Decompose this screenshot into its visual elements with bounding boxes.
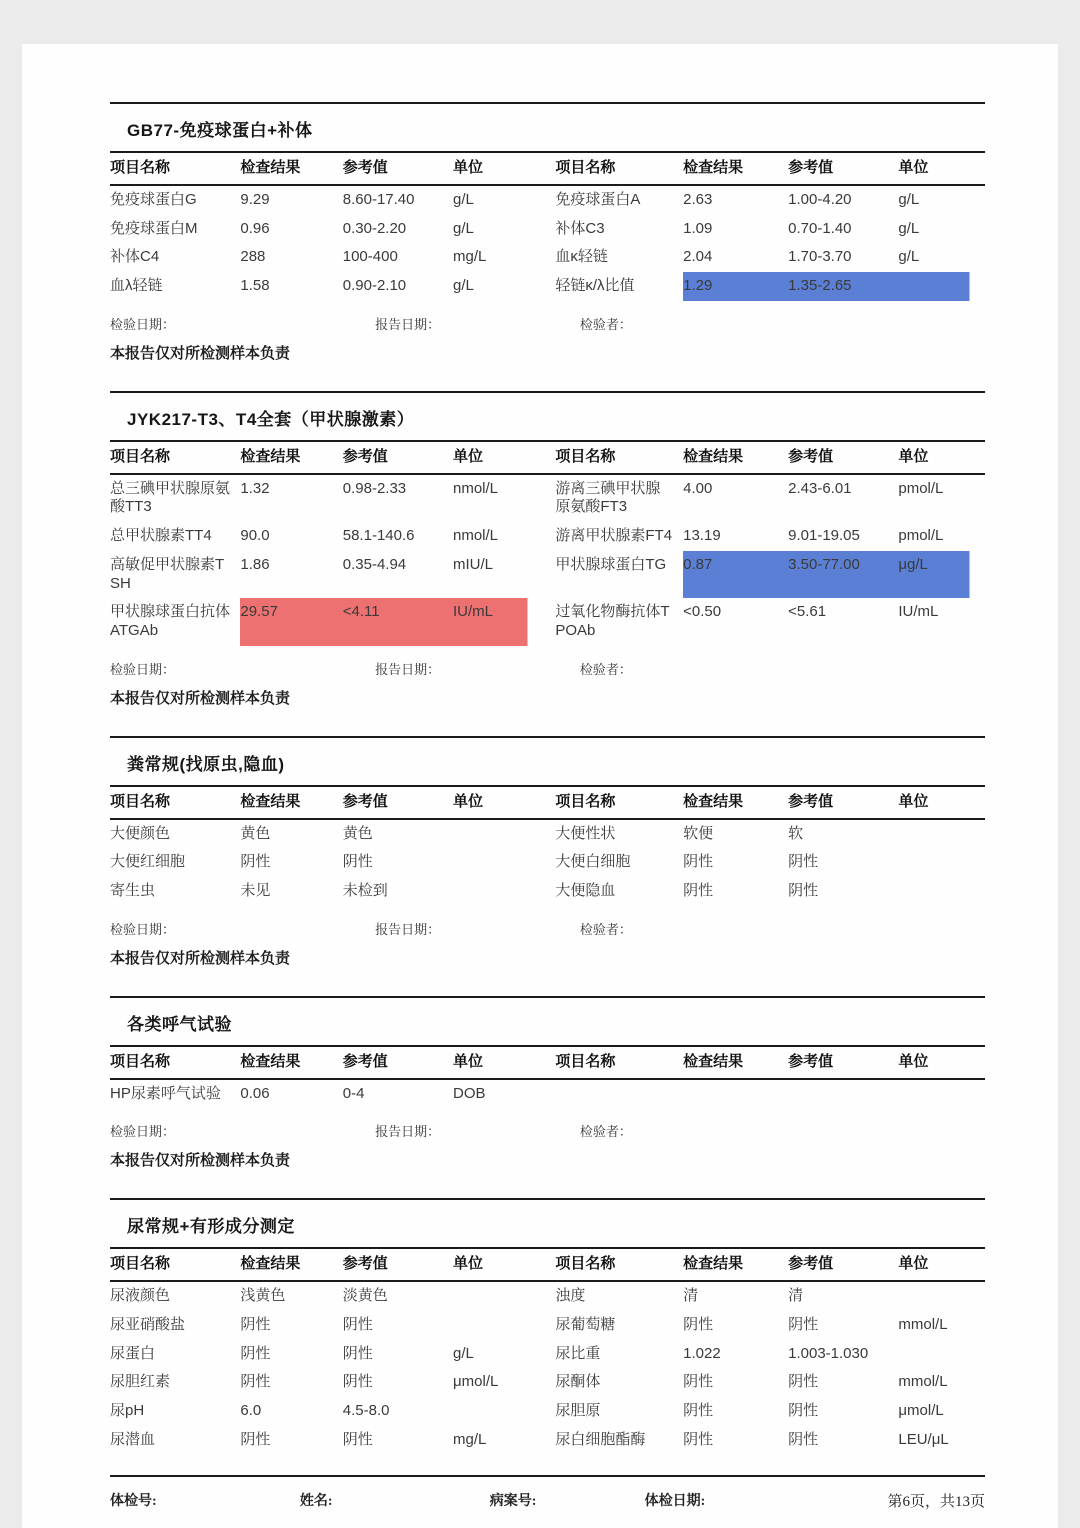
- name-label: 姓名:: [299, 1493, 333, 1509]
- sections-container: [110, 102, 985, 1455]
- cell-unit: IU/mL: [453, 598, 555, 646]
- column-header: 单位: [453, 1052, 484, 1070]
- cell-unit: [453, 848, 555, 877]
- cell-item-name: 浊度: [555, 1287, 586, 1304]
- section-footer: [110, 1108, 985, 1146]
- cell-result: 软便: [683, 824, 714, 842]
- cell-ref-range: 阴性: [342, 1344, 373, 1362]
- cell-result: 4.00: [683, 479, 713, 497]
- test-date-label: 检验日期：: [110, 316, 176, 332]
- column-header: 单位: [898, 159, 929, 176]
- table-row: [110, 475, 985, 523]
- cell-item-name: 补体C4: [110, 248, 160, 266]
- column-header: 参考值: [342, 159, 388, 176]
- cell-unit: mg/L: [453, 1430, 487, 1448]
- cell-ref-range: 8.60-17.40: [342, 190, 415, 208]
- cell-result: 阴性: [683, 1315, 714, 1333]
- column-header: 单位: [898, 1052, 929, 1070]
- column-header: 检查结果: [240, 159, 301, 176]
- section-title: 粪常规(找原虫,隐血): [110, 736, 985, 785]
- cell-ref-range: 0.30-2.20: [342, 219, 407, 237]
- cell-item-name: 免疫球蛋白A: [555, 190, 641, 208]
- cell-result: 阴性: [240, 1344, 271, 1362]
- column-header: 检查结果: [240, 1052, 301, 1070]
- cell-result: 288: [240, 248, 266, 266]
- cell-unit: g/L: [453, 277, 474, 294]
- cell-result: 0.87: [683, 551, 788, 599]
- cell-result: 阴性: [240, 853, 271, 871]
- cell-item-name: 尿胆红素: [110, 1373, 171, 1391]
- column-header: 检查结果: [683, 1255, 744, 1273]
- cell-item-name: 尿液颜色: [110, 1287, 171, 1304]
- column-header: 单位: [453, 447, 484, 465]
- table-header-row: [110, 1045, 985, 1080]
- cell-unit: μmol/L: [898, 1402, 944, 1419]
- cell-item-name: 大便白细胞: [555, 853, 631, 871]
- table-row: [110, 1426, 985, 1455]
- table-header-row: [110, 785, 985, 820]
- report-date-label: 报告日期：: [375, 921, 441, 937]
- cell-item-name: 补体C3: [555, 219, 605, 237]
- cell-ref-range: 阴性: [788, 1373, 819, 1391]
- table-row: [110, 215, 985, 244]
- section-disclaimer: 本报告仅对所检测样本负责: [110, 949, 291, 967]
- cell-item-name: 尿葡萄糖: [555, 1315, 616, 1333]
- lab-section: [110, 996, 985, 1179]
- cell-result: 未见: [240, 882, 271, 899]
- section-footer: [110, 906, 985, 944]
- cell-unit: nmol/L: [453, 527, 499, 544]
- lab-section: [110, 736, 985, 976]
- cell-item-name: 尿比重: [555, 1344, 601, 1362]
- cell-unit: IU/mL: [898, 603, 939, 621]
- cell-ref-range: 淡黄色: [342, 1287, 388, 1304]
- cell-result: 浅黄色: [240, 1287, 286, 1304]
- lab-section: [110, 391, 985, 716]
- report-page: [22, 44, 1058, 1528]
- cell-ref-range: 阴性: [342, 1430, 373, 1448]
- cell-unit: pmol/L: [898, 479, 944, 497]
- cell-ref-range: <4.11: [343, 598, 453, 646]
- cell-result: 阴性: [683, 853, 714, 871]
- column-header: 项目名称: [555, 159, 616, 176]
- cell-item-name: 游离甲状腺素FT4: [555, 527, 673, 544]
- cell-ref-range: 阴性: [788, 882, 819, 899]
- cell-unit: g/L: [898, 248, 920, 266]
- cell-ref-range: 0-4: [342, 1084, 365, 1102]
- table-body: [110, 1080, 985, 1109]
- table-header-row: [110, 440, 985, 475]
- cell-ref-range: 阴性: [788, 1315, 819, 1333]
- cell-result: 13.19: [683, 527, 721, 544]
- column-header: 参考值: [342, 792, 388, 810]
- cell-item-name: 免疫球蛋白M: [110, 219, 198, 237]
- cell-ref-range: 0.90-2.10: [342, 277, 407, 294]
- cell-ref-range: 阴性: [342, 1373, 373, 1391]
- test-date-label: 检验日期：: [110, 1124, 176, 1140]
- cell-result: 清: [683, 1287, 699, 1304]
- column-header: 项目名称: [555, 1052, 616, 1070]
- cell-item-name: 尿白细胞酯酶: [555, 1430, 646, 1448]
- column-header: 检查结果: [240, 792, 301, 810]
- table-row: [110, 848, 985, 877]
- cell-result: 6.0: [240, 1402, 262, 1419]
- section-disclaimer: 本报告仅对所检测样本负责: [110, 689, 291, 707]
- report-content: [22, 44, 1058, 1511]
- cell-item-name: 总甲状腺素TT4: [110, 527, 212, 544]
- cell-item-name: 大便性状: [555, 824, 616, 842]
- table-row: [110, 243, 985, 272]
- cell-unit: g/L: [898, 190, 920, 208]
- cell-ref-range: 阴性: [788, 1430, 819, 1448]
- cell-unit: [453, 1311, 555, 1340]
- cell-ref-range: 1.35-2.65: [788, 272, 898, 301]
- table-row: [110, 1282, 985, 1311]
- cell-unit: mmol/L: [898, 1373, 948, 1391]
- cell-unit: g/L: [453, 219, 474, 237]
- cell-unit: mmol/L: [898, 1315, 948, 1333]
- column-header: 单位: [898, 792, 929, 810]
- exam-date-label: 体检日期:: [644, 1493, 706, 1509]
- column-header: 参考值: [342, 447, 388, 465]
- column-header: 参考值: [342, 1255, 388, 1273]
- column-header: 参考值: [788, 792, 834, 810]
- cell-ref-range: 1.003-1.030: [788, 1344, 869, 1362]
- column-header: 参考值: [342, 1052, 388, 1070]
- cell-ref-range: 0.35-4.94: [342, 555, 407, 573]
- cell-result: 1.09: [683, 219, 713, 237]
- column-header: 参考值: [788, 447, 834, 465]
- examiner-label: 检验者：: [579, 921, 632, 937]
- column-header: 检查结果: [240, 447, 301, 465]
- cell-ref-range: 黄色: [342, 824, 373, 842]
- report-date-label: 报告日期：: [375, 661, 441, 677]
- cell-item-name: 尿酮体: [555, 1373, 601, 1391]
- column-header: 参考值: [788, 159, 834, 176]
- cell-result: 阴性: [683, 1402, 714, 1419]
- table-row: [110, 522, 985, 551]
- column-header: 项目名称: [110, 1255, 171, 1273]
- column-header: 单位: [453, 1255, 484, 1273]
- cell-ref-range: <5.61: [788, 603, 827, 621]
- column-header: 检查结果: [240, 1255, 301, 1273]
- cell-ref-range: 58.1-140.6: [342, 527, 415, 544]
- cell-result: 0.96: [240, 219, 270, 237]
- column-header: 项目名称: [110, 1052, 171, 1070]
- cell-unit: [898, 820, 985, 849]
- column-header: 检查结果: [683, 792, 744, 810]
- cell-ref-range: 阴性: [788, 853, 819, 871]
- cell-item-name: 总三碘甲状腺原氨酸TT3: [110, 479, 231, 516]
- cell-unit: μmol/L: [453, 1373, 499, 1391]
- cell-ref-range: 100-400: [342, 248, 398, 266]
- cell-unit: [898, 1340, 985, 1369]
- cell-ref-range: 0.70-1.40: [788, 219, 852, 237]
- cell-result: 1.58: [240, 277, 270, 294]
- report-date-label: 报告日期：: [375, 1124, 441, 1140]
- section-title: 各类呼气试验: [110, 996, 985, 1045]
- cell-unit: DOB: [453, 1084, 486, 1102]
- cell-result: <0.50: [683, 603, 722, 621]
- section-title: 尿常规+有形成分测定: [110, 1198, 985, 1247]
- cell-ref-range: 1.00-4.20: [788, 190, 852, 208]
- cell-unit: [898, 1080, 985, 1109]
- examiner-label: 检验者：: [579, 316, 632, 332]
- cell-ref-range: 阴性: [342, 1315, 373, 1333]
- column-header: 检查结果: [683, 447, 744, 465]
- table-row: [110, 1080, 985, 1109]
- table-row: [110, 272, 985, 301]
- lab-section: [110, 102, 985, 371]
- column-header: 检查结果: [683, 159, 744, 176]
- page-number: 第6页，共13页: [887, 1493, 985, 1510]
- examiner-label: 检验者：: [579, 1124, 632, 1140]
- cell-unit: μg/L: [898, 551, 985, 599]
- table-row: [110, 186, 985, 215]
- test-date-label: 检验日期：: [110, 661, 176, 677]
- table-row: [110, 877, 985, 906]
- cell-ref-range: 阴性: [788, 1402, 819, 1419]
- cell-item-name: [555, 1080, 683, 1109]
- cell-result: 阴性: [683, 1373, 714, 1391]
- cell-result: 2.04: [683, 248, 713, 266]
- section-disclaimer: 本报告仅对所检测样本负责: [110, 344, 291, 362]
- cell-item-name: 免疫球蛋白G: [110, 190, 197, 208]
- test-date-label: 检验日期：: [110, 921, 176, 937]
- cell-result: 阴性: [683, 1430, 714, 1448]
- cell-result: 0.06: [240, 1084, 270, 1102]
- exam-no-label: 体检号:: [110, 1493, 157, 1509]
- section-footer: [110, 646, 985, 684]
- table-row: [110, 598, 985, 646]
- section-disclaimer: 本报告仅对所检测样本负责: [110, 1152, 291, 1170]
- lab-section: [110, 1198, 985, 1454]
- cell-result: 黄色: [240, 824, 271, 842]
- table-row: [110, 1311, 985, 1340]
- cell-unit: g/L: [453, 190, 474, 208]
- cell-unit: pmol/L: [898, 527, 944, 544]
- cell-result: 1.32: [240, 479, 270, 497]
- cell-unit: [898, 877, 985, 906]
- cell-result: 阴性: [240, 1373, 271, 1391]
- cell-ref-range: 3.50-77.00: [788, 551, 898, 599]
- cell-item-name: 尿亚硝酸盐: [110, 1315, 186, 1333]
- cell-result: 9.29: [240, 190, 270, 208]
- column-header: 项目名称: [555, 792, 616, 810]
- column-header: 检查结果: [683, 1052, 744, 1070]
- page-footer: [110, 1475, 985, 1511]
- table-body: [110, 475, 985, 646]
- cell-result: 29.57: [240, 598, 342, 646]
- table-row: [110, 1368, 985, 1397]
- table-body: [110, 1282, 985, 1455]
- cell-result: 1.022: [683, 1344, 721, 1362]
- cell-item-name: 游离三碘甲状腺原氨酸FT3: [555, 479, 661, 516]
- column-header: 参考值: [788, 1255, 834, 1273]
- cell-result: 阴性: [240, 1315, 271, 1333]
- cell-item-name: 轻链κ/λ比值: [555, 277, 635, 294]
- cell-item-name: 大便隐血: [555, 882, 616, 899]
- column-header: 项目名称: [110, 159, 171, 176]
- cell-ref-range: [788, 1080, 898, 1109]
- cell-unit: [453, 1282, 555, 1311]
- cell-ref-range: 0.98-2.33: [342, 479, 407, 497]
- column-header: 单位: [453, 792, 484, 810]
- column-header: 单位: [898, 1255, 929, 1273]
- column-header: 单位: [453, 159, 484, 176]
- cell-unit: LEU/μL: [898, 1430, 949, 1448]
- table-row: [110, 1340, 985, 1369]
- table-header-row: [110, 151, 985, 186]
- cell-item-name: 高敏促甲状腺素TSH: [110, 555, 225, 592]
- cell-unit: nmol/L: [453, 479, 499, 497]
- cell-ref-range: 未检到: [342, 882, 388, 899]
- cell-ref-range: 9.01-19.05: [788, 527, 860, 544]
- cell-unit: g/L: [453, 1344, 474, 1362]
- cell-unit: mg/L: [453, 248, 487, 266]
- table-row: [110, 1397, 985, 1426]
- cell-item-name: 血κ轻链: [555, 248, 608, 266]
- cell-unit: [453, 877, 555, 906]
- cell-unit: [898, 848, 985, 877]
- cell-unit: [898, 272, 985, 301]
- cell-result: 90.0: [240, 527, 270, 544]
- cell-ref-range: 清: [788, 1287, 804, 1304]
- cell-item-name: 寄生虫: [110, 882, 156, 899]
- cell-ref-range: 阴性: [342, 853, 373, 871]
- table-row: [110, 820, 985, 849]
- cell-item-name: 尿pH: [110, 1402, 145, 1419]
- cell-result: 阴性: [683, 882, 714, 899]
- table-header-row: [110, 1247, 985, 1282]
- cell-item-name: 血λ轻链: [110, 277, 163, 294]
- cell-unit: [453, 1397, 555, 1426]
- section-title: GB77-免疫球蛋白+补体: [110, 102, 985, 151]
- cell-ref-range: 1.70-3.70: [788, 248, 852, 266]
- cell-item-name: 大便颜色: [110, 824, 171, 842]
- report-date-label: 报告日期：: [375, 316, 441, 332]
- column-header: 项目名称: [110, 447, 171, 465]
- case-no-label: 病案号:: [489, 1493, 537, 1509]
- column-header: 项目名称: [555, 1255, 616, 1273]
- column-header: 项目名称: [110, 792, 171, 810]
- cell-ref-range: 软: [788, 824, 804, 842]
- column-header: 项目名称: [555, 447, 616, 465]
- cell-unit: mIU/L: [453, 555, 494, 573]
- cell-result: 1.29: [683, 272, 788, 301]
- cell-unit: g/L: [898, 219, 920, 237]
- cell-item-name: 甲状腺球蛋白抗体ATGAb: [110, 603, 231, 639]
- cell-item-name: HP尿素呼气试验: [110, 1084, 221, 1102]
- cell-unit: [453, 820, 555, 849]
- cell-item-name: 尿胆原: [555, 1402, 601, 1419]
- cell-item-name: 尿潜血: [110, 1430, 156, 1448]
- cell-item-name: 甲状腺球蛋白TG: [555, 555, 667, 573]
- cell-result: [683, 1080, 788, 1109]
- section-title: JYK217-T3、T4全套（甲状腺激素）: [110, 391, 985, 440]
- column-header: 参考值: [788, 1052, 834, 1070]
- cell-ref-range: 4.5-8.0: [342, 1402, 390, 1419]
- cell-item-name: 过氧化物酶抗体TPOAb: [555, 603, 670, 639]
- cell-result: 1.86: [240, 555, 270, 573]
- section-footer: [110, 301, 985, 339]
- cell-result: 阴性: [240, 1430, 271, 1448]
- table-row: [110, 551, 985, 599]
- cell-item-name: 大便红细胞: [110, 853, 186, 871]
- cell-ref-range: 2.43-6.01: [788, 479, 852, 497]
- cell-item-name: 尿蛋白: [110, 1344, 156, 1362]
- cell-unit: [898, 1282, 985, 1311]
- cell-result: 2.63: [683, 190, 713, 208]
- column-header: 单位: [898, 447, 929, 465]
- table-body: [110, 186, 985, 301]
- table-body: [110, 820, 985, 906]
- examiner-label: 检验者：: [579, 661, 632, 677]
